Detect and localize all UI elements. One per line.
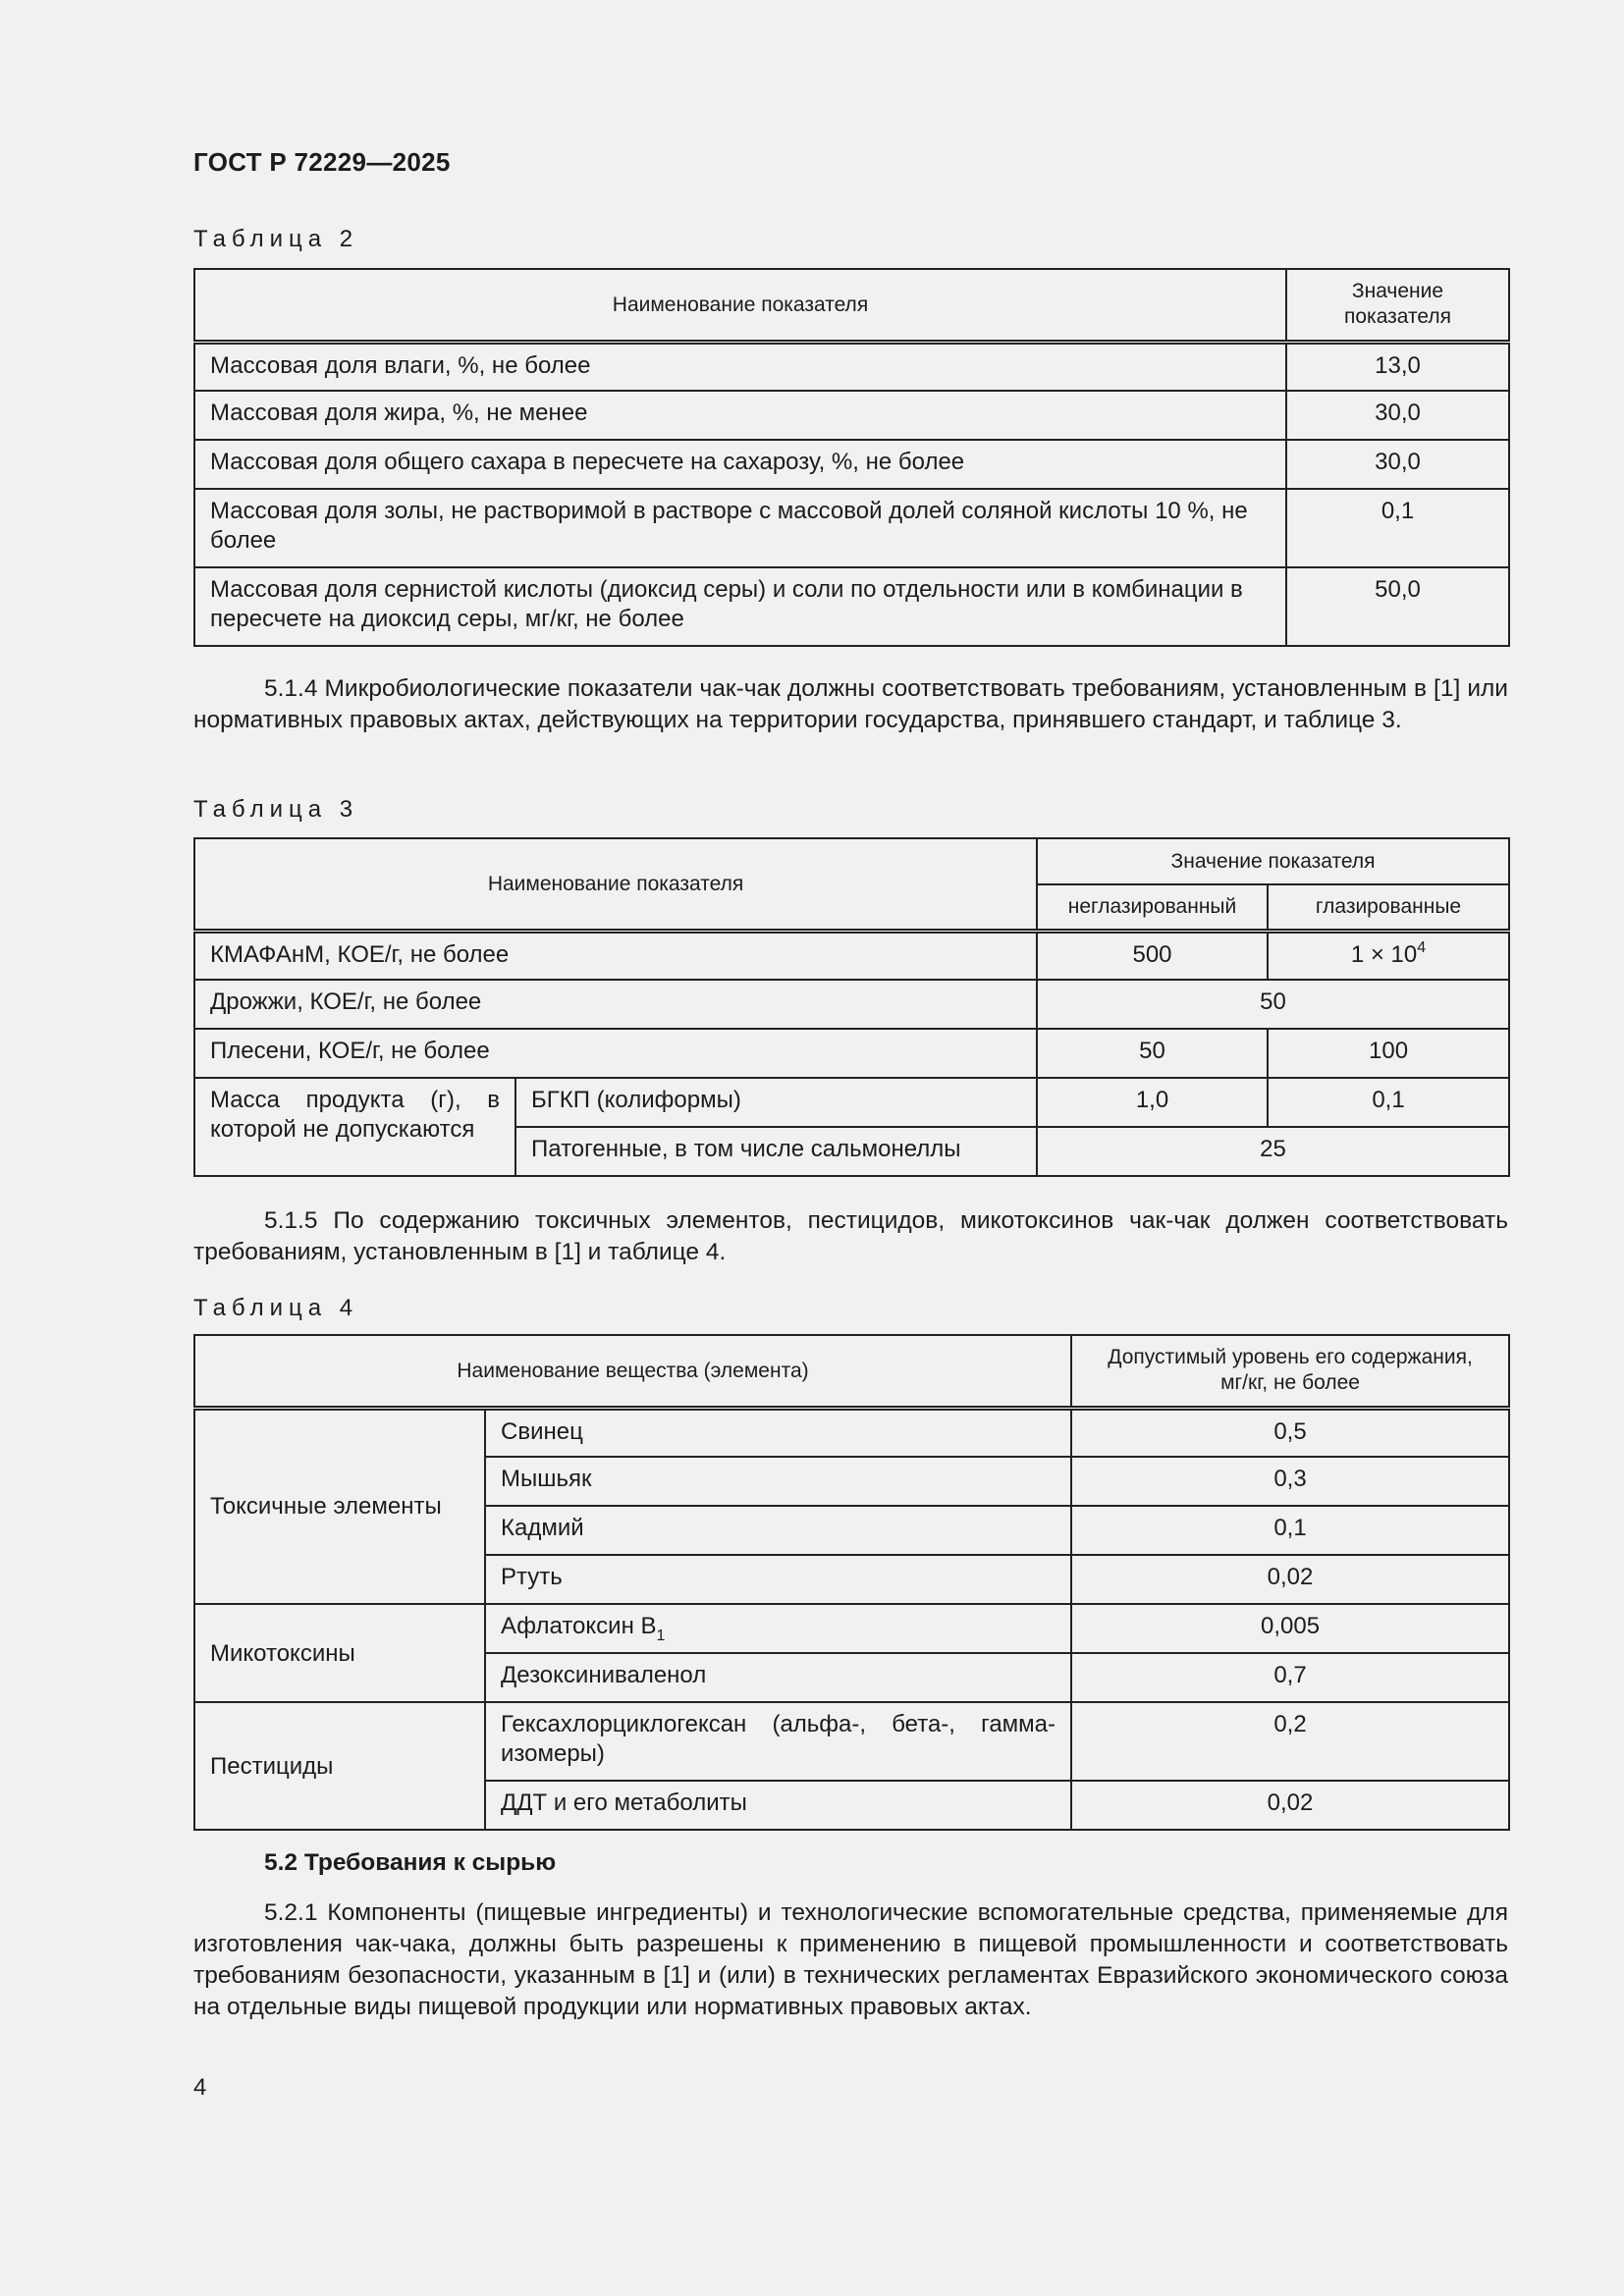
section-heading-5-2: 5.2 Требования к сырью	[264, 1849, 557, 1876]
indicator-value: 30,0	[1286, 440, 1509, 489]
table-row	[194, 1078, 1509, 1127]
table-2	[193, 268, 1510, 647]
paragraph-5-2-1: 5.2.1 Компоненты (пищевые ингредиенты) и технологические вспомогательные средства, применяемые для изготовления чак-чака, должны быть разрешены к применению в пищевой промышленности и соответствовать требованиям безопасности, указанным в [1] и (или) в технических регламентах Евразийского экономического союза на отдельные виды пищевой продукции или нормативных правовых актах.	[193, 1899, 1508, 2020]
table-2-caption: Таблица 2	[193, 226, 359, 252]
table-4-header-value: Допустимый уровень его содержания, мг/кг, не более	[1071, 1335, 1509, 1408]
paragraph-5-1-5: 5.1.5 По содержанию токсичных элементов, пестицидов, микотоксинов чак-чак должен соответствовать требованиям, установленным в [1] и таблице 4.	[193, 1207, 1508, 1265]
substance-name: ДДТ и его метаболиты	[485, 1781, 1071, 1830]
table-row	[194, 391, 1509, 440]
indicator-name: Массовая доля жира, %, не менее	[194, 391, 1286, 440]
substance-limit: 0,7	[1071, 1653, 1509, 1702]
substance-name-subscript: 1	[656, 1628, 666, 1644]
unglazed-value: 50	[1037, 1029, 1268, 1078]
glazed-value	[1268, 931, 1509, 980]
table-4-caption: Таблица 4	[193, 1295, 359, 1321]
table-4-header-name: Наименование вещества (элемента)	[194, 1335, 1071, 1408]
table-row	[194, 440, 1509, 489]
substance-name: Гексахлорциклогексан (альфа-, бета-, гамма-изомеры)	[485, 1702, 1071, 1781]
table-row	[194, 1408, 1509, 1457]
substance-name-text: Афлатоксин B	[501, 1613, 657, 1639]
substance-name: Кадмий	[485, 1506, 1071, 1555]
substance-limit: 0,02	[1071, 1781, 1509, 1830]
indicator-name: Массовая доля влаги, %, не более	[194, 342, 1286, 391]
indicator-name: Массовая доля сернистой кислоты (диоксид серы) и соли по отдельности или в комбинации в пересчете на диоксид серы, мг/кг, не более	[194, 567, 1286, 646]
table-row	[194, 1029, 1509, 1078]
table-3	[193, 837, 1510, 1177]
substance-limit: 0,3	[1071, 1457, 1509, 1506]
group-label: Пестициды	[194, 1702, 485, 1830]
substance-limit: 0,5	[1071, 1408, 1509, 1457]
substance-name: Ртуть	[485, 1555, 1071, 1604]
glazed-value: 100	[1268, 1029, 1509, 1078]
table-row	[194, 1702, 1509, 1781]
table-3-header-glazed: глазированные	[1268, 884, 1509, 931]
indicator-name: КМАФАнМ, КОЕ/г, не более	[194, 931, 1037, 980]
indicator-name: Массовая доля золы, не растворимой в растворе с массовой долей соляной кислоты 10 %, не более	[194, 489, 1286, 567]
document-code: ГОСТ Р 72229—2025	[193, 147, 451, 177]
substance-name: Дезоксиниваленол	[485, 1653, 1071, 1702]
page-number: 4	[193, 2074, 207, 2101]
indicator-value: 30,0	[1286, 391, 1509, 440]
substance-limit: 0,2	[1071, 1702, 1509, 1781]
table-row	[194, 931, 1509, 980]
table-row	[194, 1604, 1509, 1653]
substance-name: Свинец	[485, 1408, 1071, 1457]
table-3-header-name: Наименование показателя	[194, 838, 1037, 931]
indicator-value: 50	[1037, 980, 1509, 1029]
table-3-header-unglazed: неглазированный	[1037, 884, 1268, 931]
glazed-value-exponent: 4	[1417, 938, 1427, 956]
indicator-value: 50,0	[1286, 567, 1509, 646]
table-row	[194, 342, 1509, 391]
substance-limit: 0,1	[1071, 1506, 1509, 1555]
table-4	[193, 1334, 1510, 1831]
indicator-value: 13,0	[1286, 342, 1509, 391]
indicator-value: 25	[1037, 1127, 1509, 1176]
glazed-value-base: 1 × 10	[1350, 940, 1418, 968]
substance-name	[485, 1604, 1071, 1653]
unglazed-value: 500	[1037, 931, 1268, 980]
table-3-header-value: Значение показателя	[1037, 838, 1509, 884]
mass-group-label: Масса продукта (г), в которой не допускаются	[194, 1078, 515, 1176]
indicator-value: 0,1	[1286, 489, 1509, 567]
glazed-value: 0,1	[1268, 1078, 1509, 1127]
indicator-name: Плесени, КОЕ/г, не более	[194, 1029, 1037, 1078]
table-2-header-value: Значение показателя	[1286, 269, 1509, 342]
substance-limit: 0,005	[1071, 1604, 1509, 1653]
table-row	[194, 489, 1509, 567]
table-3-caption: Таблица 3	[193, 796, 359, 823]
paragraph-5-1-4: 5.1.4 Микробиологические показатели чак-чак должны соответствовать требованиям, установленным в [1] или нормативных правовых актах, действующих на территории государства, принявшего стандарт, и таблице 3.	[193, 675, 1508, 733]
indicator-name: Дрожжи, КОЕ/г, не более	[194, 980, 1037, 1029]
indicator-name: Массовая доля общего сахара в пересчете на сахарозу, %, не более	[194, 440, 1286, 489]
group-label: Микотоксины	[194, 1604, 485, 1702]
indicator-name: Патогенные, в том числе сальмонеллы	[515, 1127, 1037, 1176]
group-label: Токсичные элементы	[194, 1408, 485, 1604]
table-row	[194, 567, 1509, 646]
indicator-name: БГКП (колиформы)	[515, 1078, 1037, 1127]
unglazed-value: 1,0	[1037, 1078, 1268, 1127]
substance-limit: 0,02	[1071, 1555, 1509, 1604]
substance-name: Мышьяк	[485, 1457, 1071, 1506]
table-row	[194, 980, 1509, 1029]
table-2-header-name: Наименование показателя	[194, 269, 1286, 342]
